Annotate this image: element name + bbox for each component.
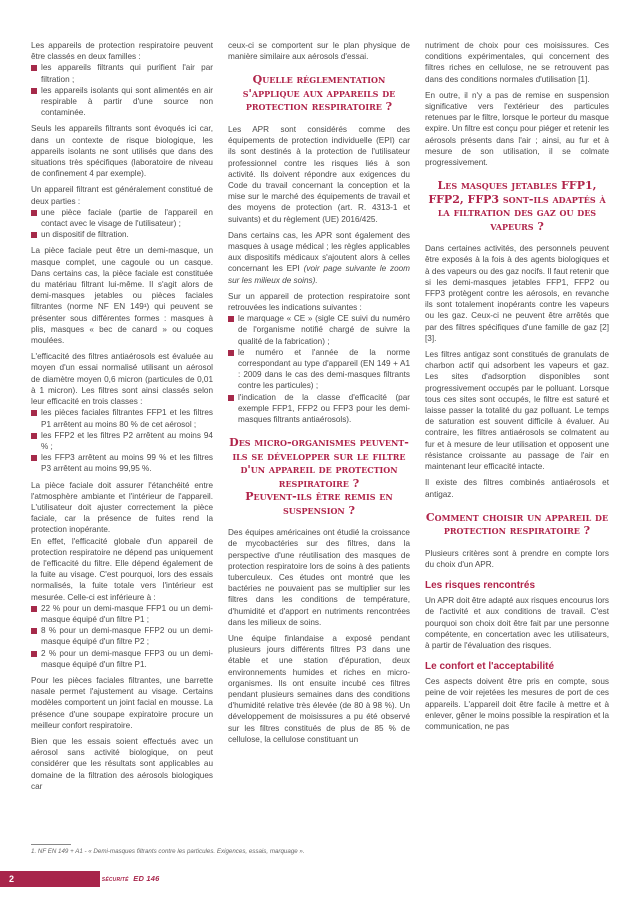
subsection-heading: Le confort et l'acceptabilité	[425, 661, 555, 673]
paragraph: Bien que les essais soient effectués avec un aérosol sans activité biologique, on peut considérer que les résultats sont applicables au domaine de la filtration des aérosols biologiques car	[31, 736, 213, 791]
list-item: l'indication de la classe d'efficacité (par exemple FFP1, FFP2 ou FFP3 pour les demi-masques filtrants antiaérosols).	[228, 392, 410, 426]
section-heading: Quelle réglementation s'applique aux appareils de protection respiratoire ?	[242, 73, 396, 114]
list-item: les appareils filtrants qui purifient l'air par filtration ;	[31, 62, 213, 84]
list-item: les appareils isolants qui sont alimentés en air respirable à partir d'une source non contaminée.	[31, 85, 213, 119]
footnote-divider	[31, 844, 71, 845]
paragraph: Plusieurs critères sont à prendre en compte lors du choix d'un APR.	[425, 548, 609, 569]
paragraph: Les appareils de protection respiratoire peuvent être classés en deux familles :	[31, 41, 213, 62]
list-item: le numéro et l'année de la norme correspondant au type d'appareil (EN 149 + A1 : 2009 dans le cas des demi-masques filtrants contre les particules) ;	[228, 347, 410, 392]
bullet-list	[228, 313, 410, 425]
paragraph: Une équipe finlandaise a exposé pendant plusieurs jours différents filtres P3 dans une étable et une station d'épuration, deux environnements humides et riches en micro-organismes. Ils ont ensuite incubé ces filtres pendant plusieurs semaines dans des conditions d'humidité relative très élevée (de 80 à 98 %). Un développement de moisissures a pu été observé sur les filtres constitués de plus de 85 % de cellulose, la cellulose constituant un	[228, 634, 410, 744]
list-item: les FFP3 arrêtent au moins 99 % et les filtres P3 arrêtent au moins 99,95 %.	[31, 452, 213, 474]
paragraph: ceux-ci se comportent sur le plan physique de manière similaire aux aérosols d'essai.	[228, 41, 410, 62]
paragraph: Un appareil filtrant est généralement constitué de deux parties :	[31, 185, 213, 206]
column-2	[228, 40, 410, 750]
paragraph: Des équipes américaines ont étudié la croissance de mycobactéries sur des filtres, dans la perspective d'une réutilisation des masques de protection respiratoire lors de soins à des patients tuberculeux. Ces études ont montré que les bactéries ne pouvaient pas se multiplier sur les filtres dans les conditions de température, d'humidité et d'apport en nutriments rencontrées dans les milieux de soins.	[228, 528, 410, 627]
column-3	[425, 40, 609, 737]
list-item: les pièces faciales filtrantes FFP1 et les filtres P1 arrêtent au moins 80 % de cet aérosol ;	[31, 407, 213, 429]
paragraph: L'efficacité des filtres antiaérosols est évaluée au moyen d'un essai normalisé utilisant un aérosol de diamètre moyen 0,6 micron (particules de 0,01 à 1 micron). Les filtres sont ainsi classés selon leur efficacité en trois classes :	[31, 352, 213, 407]
bullet-list	[31, 207, 213, 241]
paragraph: Les filtres antigaz sont constitués de granulats de charbon actif qui adsorbent les vapeurs et gaz. Les sites d'adsorption disponibles sont progressivement occupés par le polluant. Lorsque tous ces sites sont occupés, le filtre est saturé et laisse passer la totalité du gaz polluant. Le temps de saturation est souvent difficile à évaluer. Au contraire, les filtres antiaérosols se colmatent au fur et à mesure de leur utilisation et opposent une résistance croissante au passage de l'air en maintenant leur efficacité intacte.	[425, 350, 609, 472]
paragraph: La pièce faciale doit assurer l'étanchéité entre l'atmosphère ambiante et l'intérieur de l'appareil. L'utilisateur doit ajuster correctement la pièce faciale, car la présence de fuites rend la protection inopérante.	[31, 480, 213, 535]
paragraph: Dans certaines activités, des personnels peuvent être exposés à la fois à des agents biologiques et à des vapeurs ou des gaz nocifs. Il faut retenir que si les demi-masques jetables FFP1, FFP2 ou FFP3 protègent contre les aérosols, en revanche ils sont totalement inopérants contre les vapeurs ou les gaz. Ceux-ci ne peuvent être arrêtés que par des filtres spécifiques d'une famille de gaz [2] [3].	[425, 244, 609, 343]
paragraph: En effet, l'efficacité globale d'un appareil de protection respiratoire ne dépend pas uniquement de l'efficacité du filtre. Elle dépend également de la fuite au visage. C'est pourquoi, lors des essais normalisés, la fuite totale vers l'intérieur est mesurée. Celle-ci est inférieure à :	[31, 536, 213, 602]
publication-title: Fiche pratique de sécurité	[43, 874, 129, 883]
paragraph: Un APR doit être adapté aux risques encourus lors de l'activité et aux conditions de travail. C'est pourquoi son choix doit être fait par une personne compétente, en concertation avec les utilisateurs, à partir de l'évaluation des risques.	[425, 596, 609, 650]
paragraph: En outre, il n'y a pas de remise en suspension significative vers l'extérieur des particules retenues par le filtre, lorsque le porteur du masque expire. Un filtre est conçu pour piéger et retenir les aérosols présents dans l'air ; ainsi, au fur et à mesure de son utilisation, il se colmate progressivement.	[425, 90, 609, 168]
paragraph: La pièce faciale peut être un demi-masque, un masque complet, une cagoule ou un casque. Dans certains cas, la pièce faciale est constituée du matériau filtrant lui-même. Il s'agit alors de demi-masques jetables ou pièces faciales filtrantes (norme NF EN 149¹) qui peuvent se présenter sous différentes formes : masques à plis, masques « bec de canard » ou coques moulées.	[31, 246, 213, 346]
list-item: le marquage « CE » (sigle CE suivi du numéro de l'organisme notifié chargé de suivre la qualité de la fabrication) ;	[228, 313, 410, 347]
list-item: 8 % pour un demi-masque FFP2 ou un demi-masque équipé d'un filtre P2 ;	[31, 625, 213, 647]
paragraph: nutriment de choix pour ces moisissures. Ces conditions expérimentales, qui concernent des filtres riches en cellulose, ne se retrouvent pas dans des conditions normales d'utilisation [1].	[425, 41, 609, 84]
bullet-list	[31, 407, 213, 474]
footnote: 1. NF EN 149 + A1 - « Demi-masques filtrants contre les particules. Exigences, essais, marquage ».	[31, 848, 305, 855]
section-heading	[228, 436, 410, 517]
running-footer	[43, 874, 159, 883]
section-heading-line: Des micro-organismes peuvent-ils se développer sur le filtre d'un appareil de protection respiratoire ?	[229, 436, 409, 490]
list-item: les FFP2 et les filtres P2 arrêtent au moins 94 % ;	[31, 430, 213, 452]
list-item: 22 % pour un demi-masque FFP1 ou un demi-masque équipé d'un filtre P1 ;	[31, 603, 213, 625]
list-item: 2 % pour un demi-masque FFP3 ou un demi-masque équipé d'un filtre P1.	[31, 648, 213, 670]
section-heading: Comment choisir un appareil de protection respiratoire ?	[425, 510, 609, 538]
paragraph: Pour les pièces faciales filtrantes, une barrette nasale permet l'ajustement au visage. Certains modèles comportent un joint facial en mousse. La présence d'une soupape expiratoire procure un meilleur confort respiratoire.	[31, 675, 213, 730]
column-1	[31, 40, 213, 797]
publication-code: ED 146	[133, 874, 160, 883]
paragraph: Ces aspects doivent être pris en compte, sous peine de voir rejetées les mesures de port de ces appareils. L'appareil doit être facile à mettre et à enlever, gêner le moins possible la respiration et la communication, ne pas	[425, 677, 609, 731]
paragraph: Les APR sont considérés comme des équipements de protection individuelle (EPI) car ils sont destinés à la protection de l'utilisateur professionnel contre les risques liés à son activité. Ils doivent répondre aux exigences du Code du travail concernant la conception et la mise sur le marché des équipements de travail et des moyens de protection (art. R. 4313-1 et suivants) et du règlement (UE) 2016/425.	[228, 124, 410, 224]
paragraph: Il existe des filtres combinés antiaérosols et antigaz.	[425, 478, 609, 499]
paragraph: Sur un appareil de protection respiratoire sont retrouvées les indications suivantes :	[228, 291, 410, 312]
list-item: une pièce faciale (partie de l'appareil en contact avec le visage de l'utilisateur) ;	[31, 207, 213, 229]
list-item: un dispositif de filtration.	[31, 229, 213, 240]
section-heading-line: Peuvent-ils être remis en suspension ?	[245, 490, 393, 517]
bullet-list	[31, 603, 213, 670]
bullet-list	[31, 62, 213, 118]
section-heading: Les masques jetables FFP1, FFP2, FFP3 sont-ils adaptés à la filtration des gaz ou des vapeurs ?	[428, 179, 606, 233]
paragraph-text: Dans certains cas, les APR sont également des masques à usage médical ; les règles applicables aux dispositifs médicaux s'ajoutent alors à celles concernant les EPI	[228, 230, 410, 274]
subsection-heading: Les risques rencontrés	[425, 580, 536, 592]
paragraph: Seuls les appareils filtrants sont évoqués ici car, dans un contexte de risque biologique, les appareils isolants ne sont utilisés que dans des situations très spécifiques (laboratoire de niveau de confinement 4 par exemple).	[31, 124, 213, 179]
cross-reference: (voir page suivante le zoom sur les milieux de soins).	[228, 264, 411, 285]
page-number: 2	[9, 874, 15, 884]
paragraph	[228, 230, 410, 286]
